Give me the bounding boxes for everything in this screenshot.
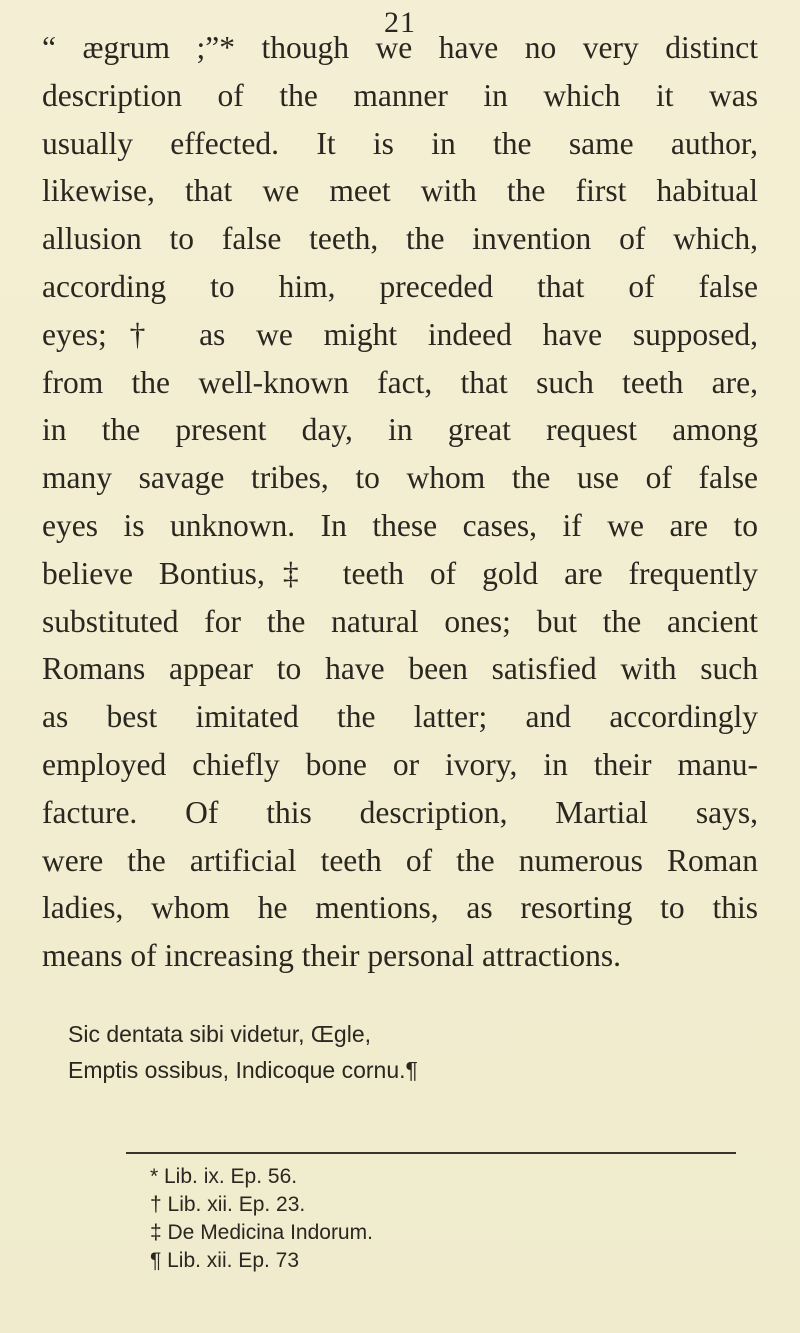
footnote-divider <box>126 1152 736 1154</box>
body-line: facture. Of this description, Martial says, <box>42 794 758 830</box>
body-line: employed chiefly bone or ivory, in their manu- <box>42 746 758 782</box>
footnote: * Lib. ix. Ep. 56. <box>150 1165 298 1188</box>
body-line: in the present day, in great request among <box>42 412 758 448</box>
body-line: as best imitated the latter; and accordingly <box>42 699 758 735</box>
body-line: from the well-known fact, that such teeth are, <box>42 364 758 400</box>
quote-line: Emptis ossibus, Indicoque cornu.¶ <box>68 1057 418 1083</box>
body-line: likewise, that we meet with the first habitual <box>42 173 758 209</box>
footnotes <box>150 1163 650 1275</box>
body-line: according to him, preceded that of false <box>42 268 758 304</box>
footnote: † Lib. xii. Ep. 23. <box>150 1193 306 1216</box>
body-line: substituted for the natural ones; but the ancient <box>42 603 758 639</box>
body-line: many savage tribes, to whom the use of false <box>42 460 758 496</box>
footnote: ‡ De Medicina Indorum. <box>150 1221 373 1244</box>
body-line: description of the manner in which it was <box>42 77 758 113</box>
body-line: Romans appear to have been satisfied with such <box>42 651 758 687</box>
latin-quotation <box>68 1016 668 1088</box>
body-text <box>42 24 758 980</box>
body-line: were the artificial teeth of the numerous Roman <box>42 842 758 878</box>
body-line: believe Bontius,‡ teeth of gold are frequently <box>42 555 758 591</box>
footnote: ¶ Lib. xii. Ep. 73 <box>150 1249 300 1272</box>
body-line: “ ægrum ;”* though we have no very distinct <box>42 30 758 65</box>
body-line: eyes;† as we might indeed have supposed, <box>42 316 758 352</box>
body-line: ladies, whom he mentions, as resorting to this <box>42 890 758 926</box>
page-number: 21 <box>384 6 416 39</box>
body-line: allusion to false teeth, the invention of which, <box>42 221 758 257</box>
body-line: usually effected. It is in the same author, <box>42 125 758 161</box>
body-line: eyes is unknown. In these cases, if we are to <box>42 507 758 543</box>
body-line: means of increasing their personal attractions. <box>42 938 622 974</box>
quote-line: Sic dentata sibi videtur, Œgle, <box>68 1021 371 1047</box>
